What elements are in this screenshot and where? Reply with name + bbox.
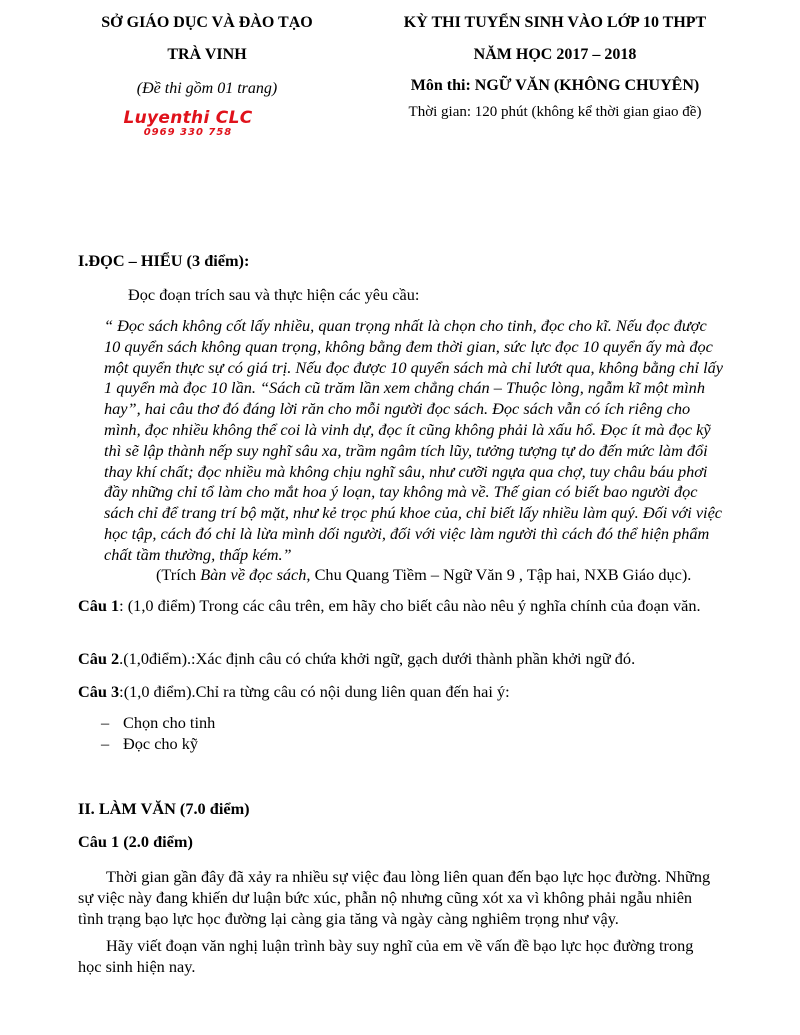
question-2 [78,648,718,669]
bullet-dash: – [101,734,110,753]
question-1-text: : (1,0 điểm) Trong các câu trên, em hãy cho biết câu nào nêu ý nghĩa chính của đoạn văn. [119,596,701,615]
citation-prefix: (Trích [156,565,201,584]
section1-title: I.ĐỌC – HIỂU (3 điểm): [78,251,250,270]
question-1 [78,595,708,616]
passage-citation [156,564,691,585]
province-name: TRÀ VINH [167,46,247,63]
reading-instruction: Đọc đoạn trích sau và thực hiện các yêu cầu: [128,285,420,304]
question-2-text: .(1,0điểm).:Xác định câu có chứa khởi ngữ, gạch dưới thành phần khởi ngữ đó. [119,649,636,668]
question-3 [78,681,718,702]
subject-line: Môn thi: NGỮ VĂN (KHÔNG CHUYÊN) [410,77,700,94]
essay-question-1-title: Câu 1 (2.0 điểm) [78,832,193,851]
school-year: NĂM HỌC 2017 – 2018 [473,46,637,63]
list-item [78,712,478,733]
bullet-text: Chọn cho tinh [123,713,216,732]
luyenthi-logo [108,109,268,139]
question-3-label: Câu 3 [78,682,120,701]
exam-title: KỲ THI TUYỂN SINH VÀO LỚP 10 THPT [403,14,707,31]
section2-title: II. LÀM VĂN (7.0 điểm) [78,799,250,818]
question-3-bullets [78,712,478,754]
time-limit: Thời gian: 120 phút (không kể thời gian giao đề) [408,104,702,120]
bullet-text: Đọc cho kỹ [123,734,199,753]
citation-title: Bàn về đọc sách, [200,565,311,584]
reading-passage: “ Đọc sách không cốt lấy nhiều, quan trọng nhất là chọn cho tinh, đọc cho kĩ. Nếu đọc được 10 quyển sách không quan trọng, không bằng đem thời gian, sức lực đọc 10 quyển ấy mà đọc một quyển thực sự có giá trị. Nếu đọc được 10 quyển sách mà chỉ lướt qua, không bằng chỉ lấy 1 quyển mà đọc 10 lần. “Sách cũ trăm lần xem chẳng chán – Thuộc lòng, ngẫm kĩ một mình hay”, hai câu thơ đó đáng lời răn cho mỗi người đọc sách. Đọc sách vẫn có ích riêng cho mình, đọc nhiều không thể coi là vinh dự, đọc ít cũng không phải là xấu hổ. Đọc ít mà đọc kỹ thì sẽ lập thành nếp suy nghĩ sâu xa, trầm ngâm tích lũy, tưởng tượng tự do đến mức làm đổi thay khí chất; đọc nhiều mà không chịu nghĩ sâu, như cưỡi ngựa qua chợ, tuy châu báu phơi đầy những chỉ tổ làm cho mắt hoa ý loạn, tay không mà về. Thế gian có biết bao người đọc sách chỉ để trang trí bộ mặt, như kẻ trọc phú khoe của, chỉ biết lấy nhiều làm quý. Đối với việc học tập, cách đó chỉ là lừa mình dối người, đối với việc làm người thì cách đó thể hiện phẩm chất tầm thường, thấp kém.” [104,316,724,564]
logo-name: Luyenthi CLC [123,108,253,128]
page-count-note: (Đề thi gồm 01 trang) [136,80,278,97]
list-item [78,733,478,754]
question-2-label: Câu 2 [78,649,120,668]
citation-suffix: Chu Quang Tiềm – Ngữ Văn 9 , Tập hai, NXB Giáo dục). [310,565,692,584]
bullet-dash: – [101,713,110,732]
question-1-label: Câu 1 [78,596,120,615]
essay-prompt-paragraph: Hãy viết đoạn văn nghị luận trình bày suy nghĩ của em về vấn đề bạo lực học đường trong học sinh hiện nay. [78,936,694,976]
question-3-text: :(1,0 điểm).Chỉ ra từng câu có nội dung liên quan đến hai ý: [119,682,510,701]
essay-context-paragraph: Thời gian gần đây đã xảy ra nhiều sự việc đau lòng liên quan đến bạo lực học đường. Những sự việc này đang khiến dư luận bức xúc, phẫn nộ nhưng cũng xót xa vì không phải ngẫu nhiên tình trạng bạo lực học đường lại càng gia tăng và ngày càng nghiêm trọng như vậy. [78,867,711,928]
logo-phone: 0969 330 758 [143,127,233,138]
department-name: SỞ GIÁO DỤC VÀ ĐÀO TẠO [101,14,313,31]
